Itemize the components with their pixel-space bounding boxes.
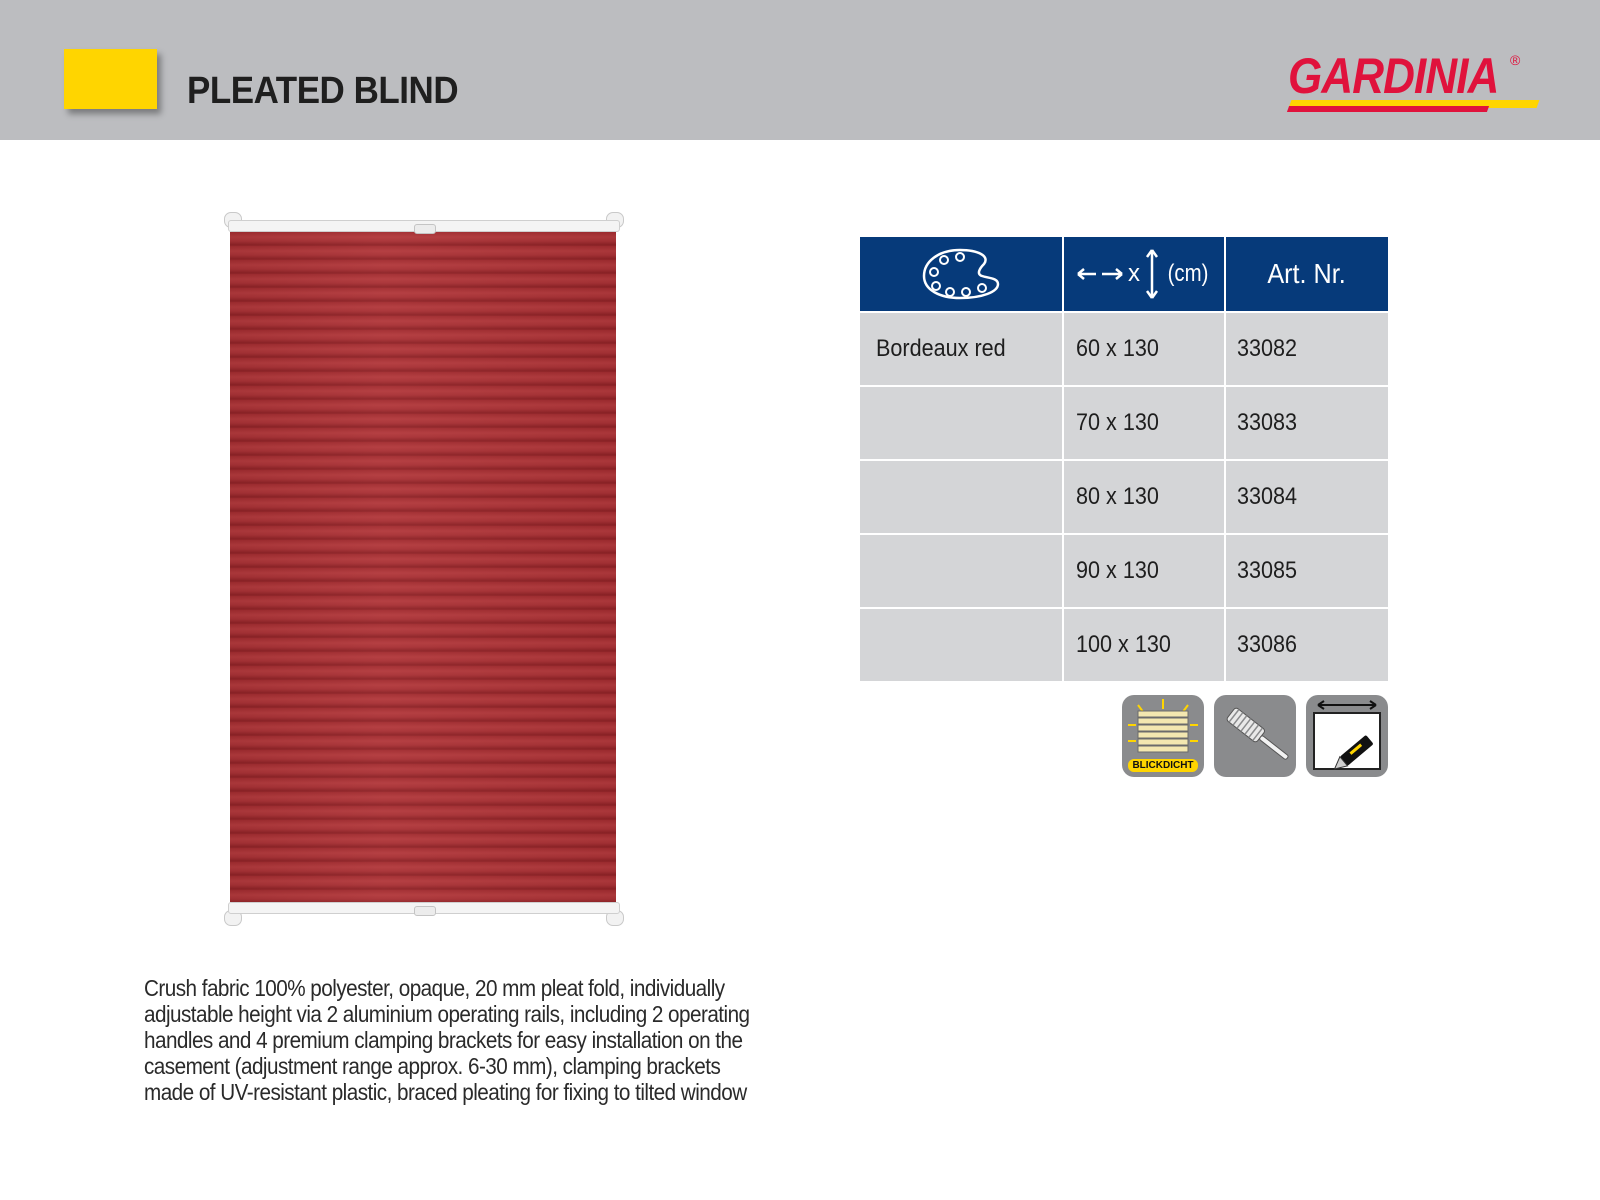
color-column-header <box>860 237 1062 311</box>
color-cell <box>860 609 1062 681</box>
accent-block <box>64 49 157 109</box>
art-nr-header-label: Art. Nr. <box>1267 258 1347 289</box>
product-table <box>860 237 1388 681</box>
feature-icons <box>1122 695 1388 777</box>
opaque-label: BLICKDICHT <box>1128 759 1198 772</box>
brand-name: GARDINIA <box>1288 48 1499 104</box>
art-nr-cell: 33083 <box>1226 387 1388 459</box>
operating-handle <box>414 906 436 916</box>
opaque-blind-icon <box>1122 695 1204 777</box>
registered-mark: ® <box>1510 52 1521 68</box>
width-arrows-icon <box>1076 264 1124 284</box>
table-header <box>860 237 1388 311</box>
brush-graphic <box>1214 695 1296 777</box>
table-row <box>860 461 1388 533</box>
art-nr-cell: 33082 <box>1226 313 1388 385</box>
size-x-label: x <box>1128 260 1140 287</box>
pleated-fabric <box>230 232 616 902</box>
art-nr-cell: 33084 <box>1226 461 1388 533</box>
operating-handle <box>414 224 436 234</box>
color-cell: Bordeaux red <box>860 313 1062 385</box>
art-nr-column-header <box>1226 237 1388 311</box>
table-row <box>860 535 1388 607</box>
color-cell <box>860 387 1062 459</box>
color-cell <box>860 535 1062 607</box>
cutter-graphic <box>1306 695 1388 777</box>
size-column-header <box>1064 237 1224 311</box>
height-arrow-icon <box>1144 248 1160 300</box>
page-title: PLEATED BLIND <box>187 70 459 112</box>
size-cell: 80 x 130 <box>1064 461 1224 533</box>
pleated-blind-image <box>224 208 624 928</box>
gardinia-logo <box>1288 46 1548 116</box>
color-palette-icon <box>920 244 1002 304</box>
cutter-width-adjust-icon <box>1306 695 1388 777</box>
size-unit-label: (cm) <box>1167 260 1209 287</box>
table-row <box>860 313 1388 385</box>
art-nr-cell: 33086 <box>1226 609 1388 681</box>
size-cell: 100 x 130 <box>1064 609 1224 681</box>
cleaning-brush-icon <box>1214 695 1296 777</box>
size-cell: 60 x 130 <box>1064 313 1224 385</box>
color-cell <box>860 461 1062 533</box>
header-bar <box>0 0 1600 140</box>
table-row <box>860 609 1388 681</box>
table-row <box>860 387 1388 459</box>
logo-underline <box>1287 106 1489 112</box>
product-description: Crush fabric 100% polyester, opaque, 20 mm pleat fold, individually adjustable height via 2 aluminium operating rails, including 2 operating handles and 4 premium clamping brackets for easy installation on the casement (adjustment range approx. 6-30 mm), clamping brackets made of UV-resistant plastic, braced pleating for fixing to tilted window <box>144 975 750 1105</box>
art-nr-cell: 33085 <box>1226 535 1388 607</box>
size-cell: 90 x 130 <box>1064 535 1224 607</box>
size-cell: 70 x 130 <box>1064 387 1224 459</box>
